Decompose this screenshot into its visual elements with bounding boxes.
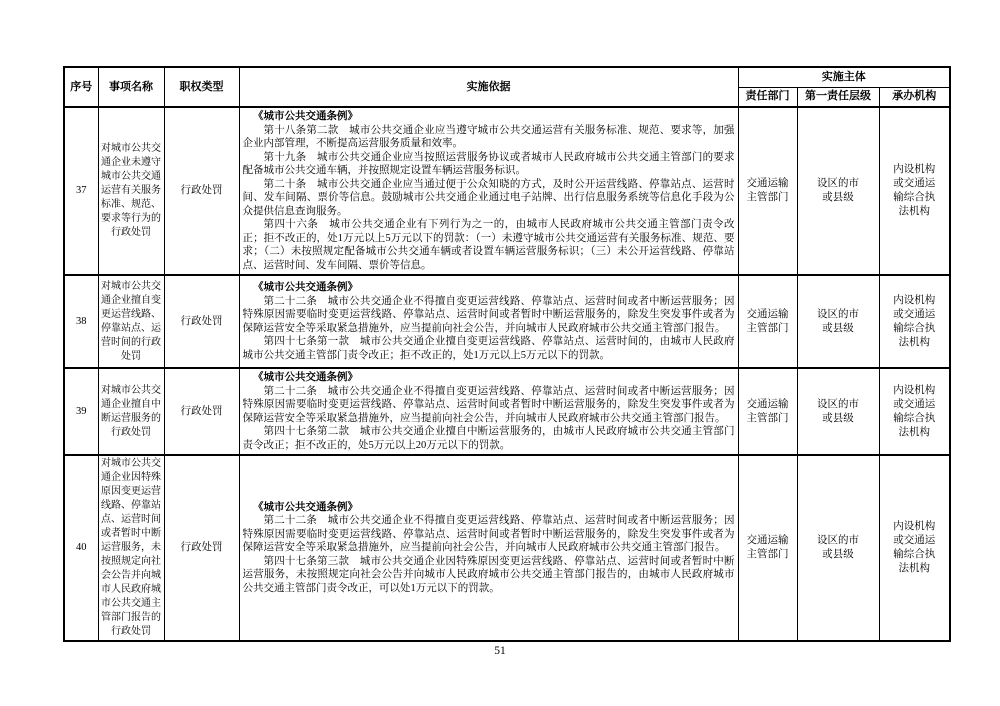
header-dept: 责任部门 bbox=[738, 87, 797, 107]
header-level: 第一责任层级 bbox=[797, 87, 879, 107]
power-list-table bbox=[63, 66, 951, 642]
responsible-dept-cell: 交通运输主管部门 bbox=[738, 455, 797, 641]
handling-agency-cell: 内设机构或交通运输综合执法机构 bbox=[879, 455, 950, 641]
responsibility-level-cell: 设区的市或县级 bbox=[797, 107, 879, 275]
basis-paragraph: 第十九条 城市公共交通企业应当按照运营服务协议或者城市人民政府城市公共交通主管部门的要求配备城市公共交通车辆，并按照规定设置车辆运营服务标识。 bbox=[242, 151, 735, 176]
item-name-cell: 对城市公共交通企业未遵守城市公共交通运营有关服务标准、规范、要求等行为的行政处罚 bbox=[98, 107, 164, 275]
basis-title: 《城市公共交通条例》 bbox=[253, 372, 358, 383]
basis-title: 《城市公共交通条例》 bbox=[253, 501, 358, 513]
header-item-name: 事项名称 bbox=[98, 67, 164, 107]
item-name-cell: 对城市公共交通企业擅自变更运营线路、停靠站点、运营时间的行政处罚 bbox=[98, 275, 164, 368]
row-number-cell: 37 bbox=[64, 107, 98, 275]
handling-agency-cell: 内设机构或交通运输综合执法机构 bbox=[879, 107, 950, 275]
header-agency: 承办机构 bbox=[879, 87, 950, 107]
handling-agency-cell: 内设机构或交通运输综合执法机构 bbox=[879, 368, 950, 455]
basis-title: 《城市公共交通条例》 bbox=[253, 282, 358, 293]
item-name-cell: 对城市公共交通企业擅自中断运营服务的行政处罚 bbox=[98, 368, 164, 455]
basis-paragraph: 第四十七条第三款 城市公共交通企业因特殊原因变更运营线路、停靠站点、运营时间或者暂时中断运营服务，未按照规定向社会公告并向城市人民政府城市公共交通主管部门报告的，由城市人民政府城市公共交通主管部门责令改正，可以处1万元以下的罚款。 bbox=[242, 555, 735, 594]
basis-paragraph: 第十八条第二款 城市公共交通企业应当遵守城市公共交通运营有关服务标准、规范、要求等，加强企业内部管理，不断提高运营服务质量和效率。 bbox=[242, 124, 735, 149]
responsible-dept-cell: 交通运输主管部门 bbox=[738, 368, 797, 455]
header-power-type: 职权类型 bbox=[164, 67, 239, 107]
responsibility-level-cell: 设区的市或县级 bbox=[797, 455, 879, 641]
row-number-cell: 38 bbox=[64, 275, 98, 368]
basis-paragraph: 第二十二条 城市公共交通企业不得擅自变更运营线路、停靠站点、运营时间或者中断运营服务；因特殊原因需要临时变更运营线路、停靠站点、运营时间或者暂时中断运营服务的，除发生突发事件或者为保障运营安全等采取紧急措施外，应当提前向社会公告，并向城市人民政府城市公共交通主管部门报告。 bbox=[242, 295, 735, 334]
basis-paragraph: 第四十六条 城市公共交通企业有下列行为之一的，由城市人民政府城市公共交通主管部门责令改正；拒不改正的，处1万元以上5万元以下的罚款：（一）未遵守城市公共交通运营有关服务标准、规范、要求；（二）未按照规定配备城市公共交通车辆或者设置车辆运营服务标识；（三）未公开运营线路、停靠站点、运营时间、发车间隔、票价等信息。 bbox=[242, 219, 735, 271]
legal-basis-cell bbox=[239, 368, 738, 455]
responsible-dept-cell: 交通运输主管部门 bbox=[738, 275, 797, 368]
table-row-40 bbox=[64, 455, 950, 641]
table-row-38 bbox=[64, 275, 950, 368]
legal-basis-cell bbox=[239, 455, 738, 641]
page-number: 51 bbox=[494, 645, 506, 657]
header-seq: 序号 bbox=[64, 67, 98, 107]
responsibility-level-cell: 设区的市或县级 bbox=[797, 275, 879, 368]
power-type-cell: 行政处罚 bbox=[164, 275, 239, 368]
legal-basis-cell bbox=[239, 107, 738, 275]
row-number-cell: 39 bbox=[64, 368, 98, 455]
table-row-39 bbox=[64, 368, 950, 455]
basis-paragraph: 第二十二条 城市公共交通企业不得擅自变更运营线路、停靠站点、运营时间或者中断运营服务；因特殊原因需要临时变更运营线路、停靠站点、运营时间或者暂时中断运营服务的，除发生突发事件或者为保障运营安全等采取紧急措施外，应当提前向社会公告，并向城市人民政府城市公共交通主管部门报告。 bbox=[242, 515, 735, 554]
handling-agency-cell: 内设机构或交通运输综合执法机构 bbox=[879, 275, 950, 368]
row-number-cell: 40 bbox=[64, 455, 98, 641]
table-row-37 bbox=[64, 107, 950, 275]
header-row-1 bbox=[64, 67, 950, 87]
item-name-cell: 对城市公共交通企业因特殊原因变更运营线路、停靠站点、运营时间或者暂时中断运营服务，未按照规定向社会公告并向城市人民政府城市公共交通主管部门报告的行政处罚 bbox=[98, 455, 164, 641]
power-type-cell: 行政处罚 bbox=[164, 107, 239, 275]
responsibility-level-cell: 设区的市或县级 bbox=[797, 368, 879, 455]
basis-paragraph: 第二十二条 城市公共交通企业不得擅自变更运营线路、停靠站点、运营时间或者中断运营服务；因特殊原因需要临时变更运营线路、停靠站点、运营时间或者暂时中断运营服务的，除发生突发事件或者为保障运营安全等采取紧急措施外，应当提前向社会公告，并向城市人民政府城市公共交通主管部门报告。 bbox=[242, 385, 735, 424]
basis-paragraph: 第二十条 城市公共交通企业应当通过便于公众知晓的方式，及时公开运营线路、停靠站点、运营时间、发车间隔、票价等信息。鼓励城市公共交通企业通过电子站牌、出行信息服务系统等信息化手段为公众提供信息查询服务。 bbox=[242, 178, 735, 217]
basis-paragraph: 第四十七条第二款 城市公共交通企业擅自中断运营服务的，由城市人民政府城市公共交通主管部门责令改正；拒不改正的，处5万元以上20万元以下的罚款。 bbox=[242, 426, 735, 451]
header-subject-group: 实施主体 bbox=[738, 67, 950, 87]
header-basis: 实施依据 bbox=[239, 67, 738, 107]
power-type-cell: 行政处罚 bbox=[164, 455, 239, 641]
basis-title: 《城市公共交通条例》 bbox=[253, 111, 358, 122]
power-type-cell: 行政处罚 bbox=[164, 368, 239, 455]
legal-basis-cell bbox=[239, 275, 738, 368]
responsible-dept-cell: 交通运输主管部门 bbox=[738, 107, 797, 275]
basis-paragraph: 第四十七条第一款 城市公共交通企业擅自变更运营线路、停靠站点、运营时间的，由城市人民政府城市公共交通主管部门责令改正；拒不改正的，处1万元以上5万元以下的罚款。 bbox=[242, 336, 735, 361]
